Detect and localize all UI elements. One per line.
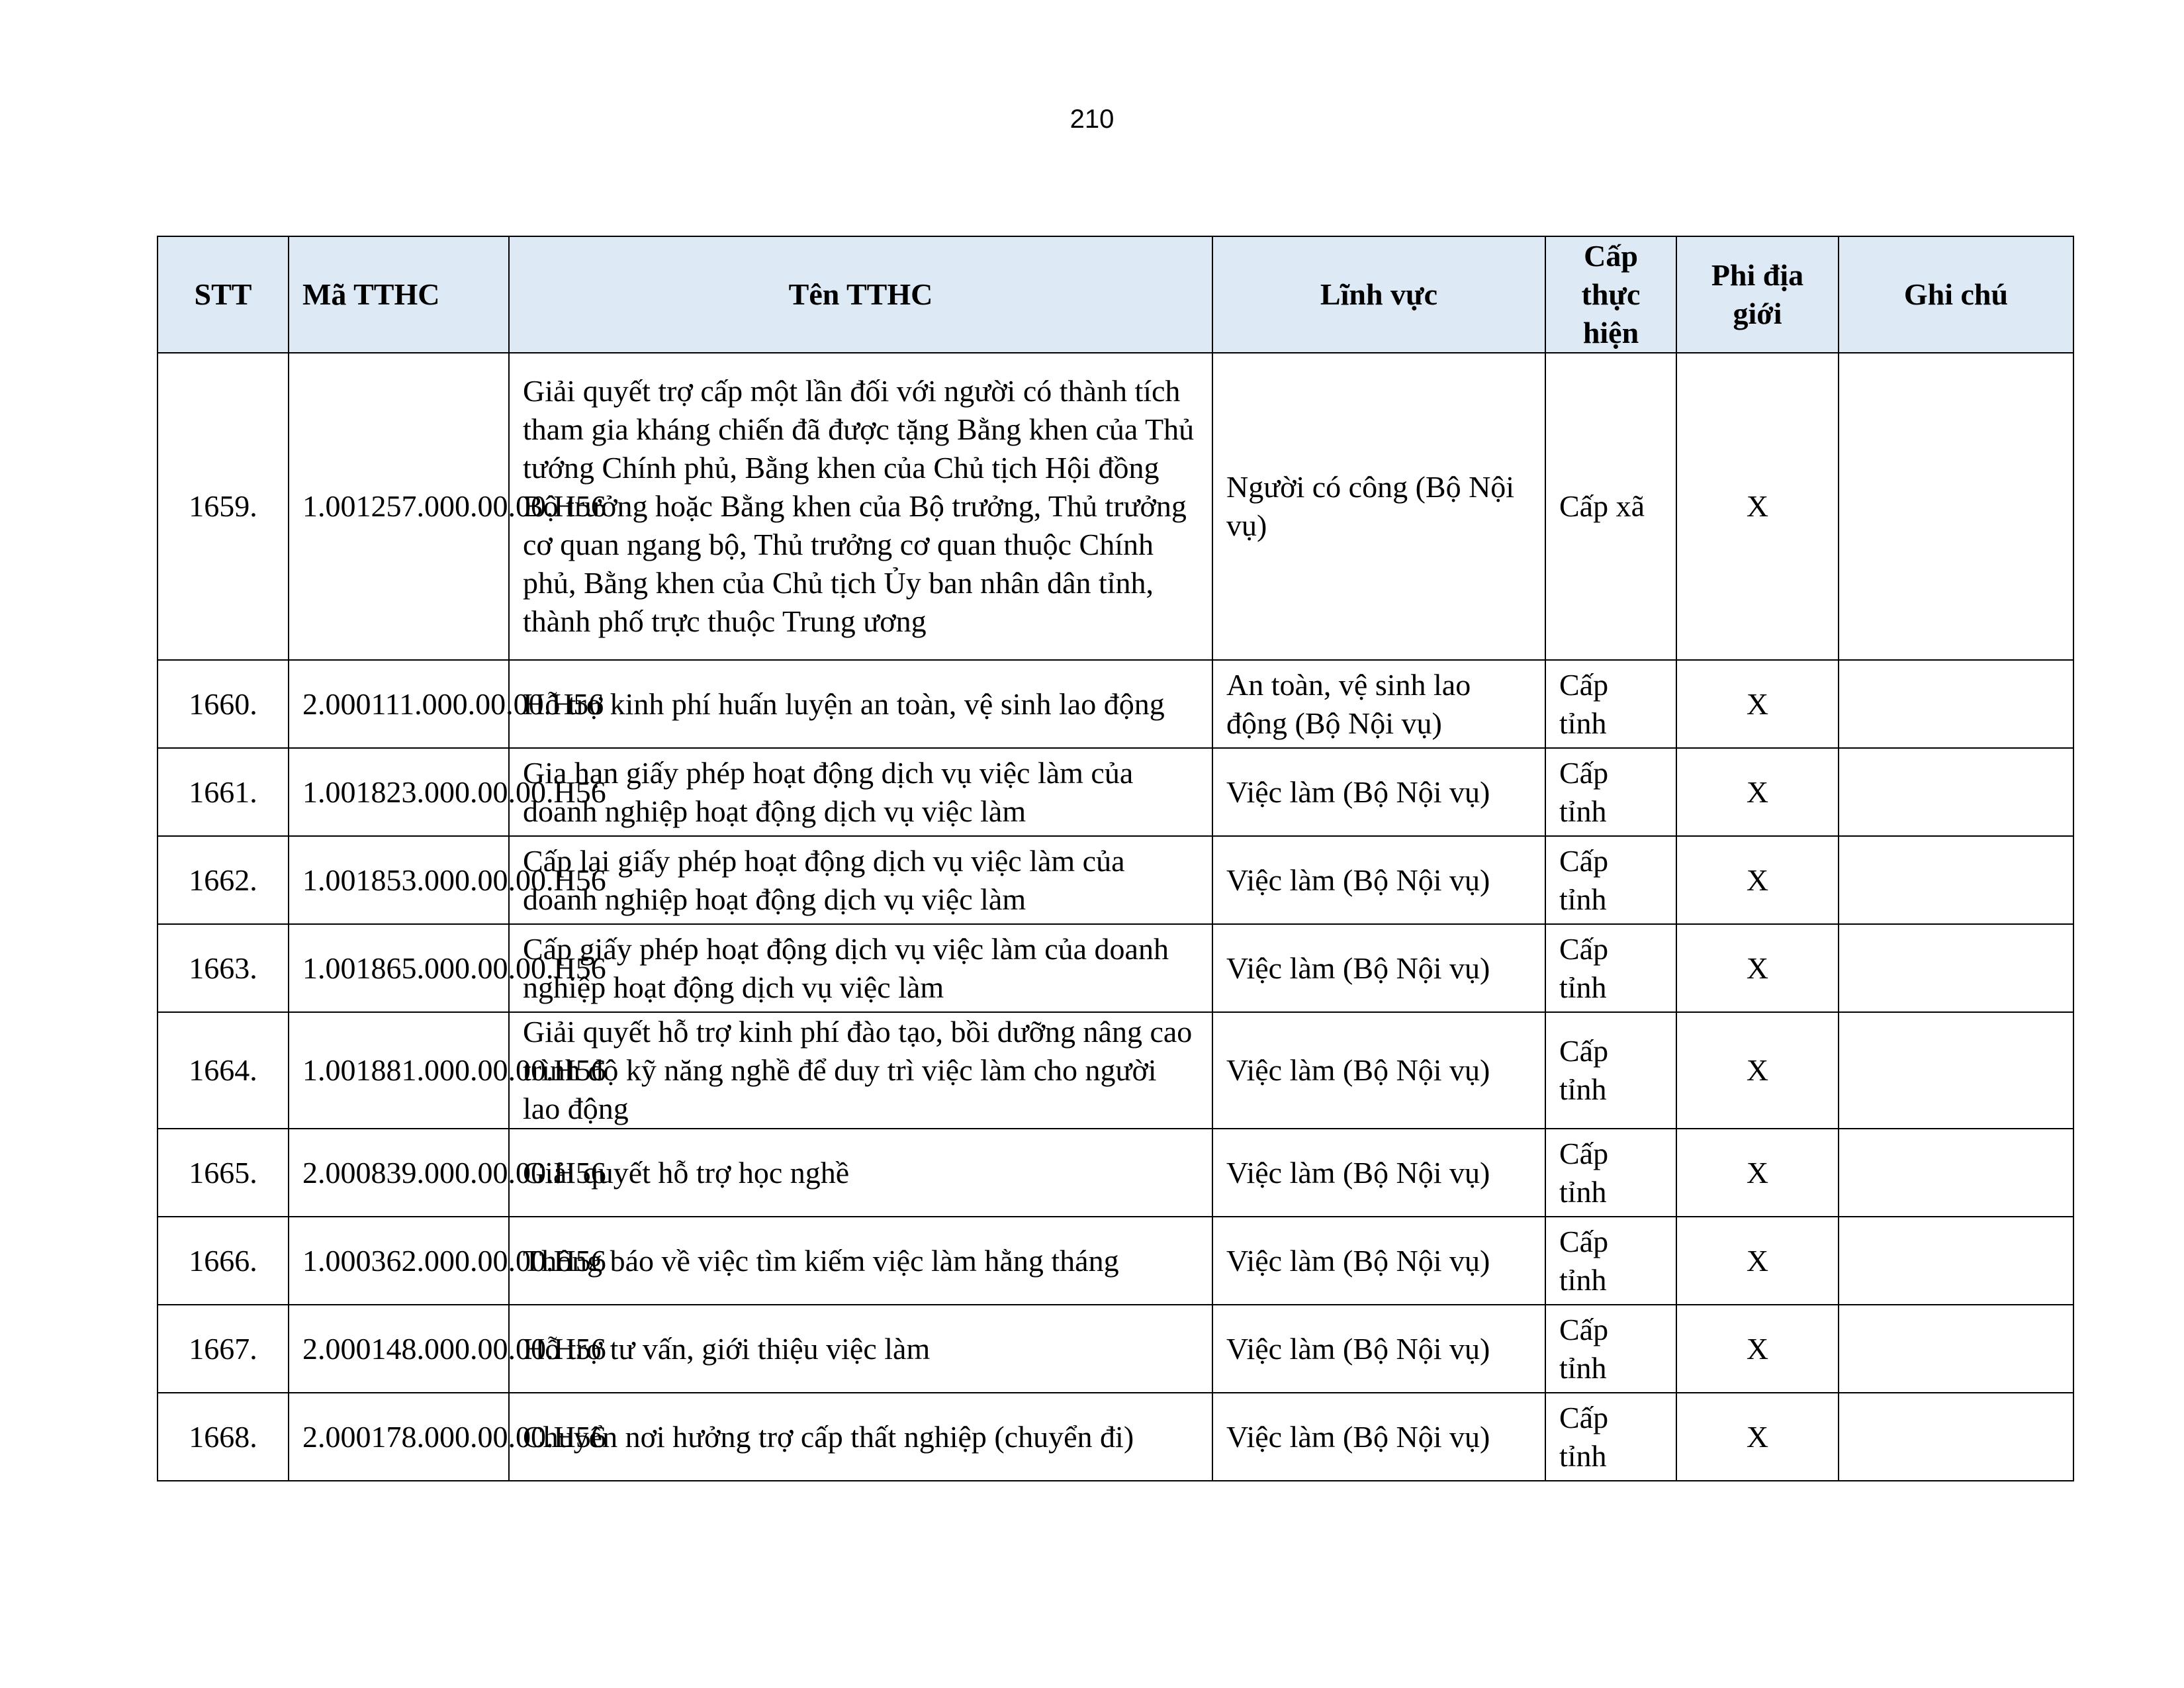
header-name: Tên TTHC <box>509 236 1212 353</box>
cell-stt: 1660. <box>158 660 289 748</box>
cell-cross-boundary: X <box>1676 1217 1839 1305</box>
cell-name: Hỗ trợ tư vấn, giới thiệu việc làm <box>509 1305 1212 1393</box>
table-row <box>158 1012 2073 1129</box>
cell-stt: 1662. <box>158 836 289 924</box>
cell-cross-boundary: X <box>1676 1305 1839 1393</box>
cell-level: Cấp tỉnh <box>1545 1217 1676 1305</box>
cell-level: Cấp tỉnh <box>1545 1129 1676 1217</box>
header-note: Ghi chú <box>1839 236 2073 353</box>
header-field: Lĩnh vực <box>1212 236 1545 353</box>
cell-cross-boundary: X <box>1676 748 1839 836</box>
page-number: 210 <box>1069 105 1115 134</box>
cell-stt: 1659. <box>158 353 289 660</box>
cell-note <box>1839 1012 2073 1129</box>
cell-level: Cấp xã <box>1545 353 1676 660</box>
cell-level: Cấp tỉnh <box>1545 1305 1676 1393</box>
cell-field: An toàn, vệ sinh lao động (Bộ Nội vụ) <box>1212 660 1545 748</box>
cell-stt: 1663. <box>158 924 289 1012</box>
cell-note <box>1839 353 2073 660</box>
cell-name: Cấp lại giấy phép hoạt động dịch vụ việc làm của doanh nghiệp hoạt động dịch vụ việc làm <box>509 836 1212 924</box>
cell-cross-boundary: X <box>1676 1393 1839 1481</box>
table-row <box>158 660 2073 748</box>
cell-cross-boundary: X <box>1676 836 1839 924</box>
cell-stt: 1661. <box>158 748 289 836</box>
cell-level: Cấp tỉnh <box>1545 924 1676 1012</box>
cell-stt: 1668. <box>158 1393 289 1481</box>
cell-note <box>1839 748 2073 836</box>
cell-code: 1.001853.000.00.00.H56 <box>289 836 509 924</box>
cell-field: Việc làm (Bộ Nội vụ) <box>1212 748 1545 836</box>
cell-field: Việc làm (Bộ Nội vụ) <box>1212 924 1545 1012</box>
cell-name: Chuyển nơi hưởng trợ cấp thất nghiệp (chuyển đi) <box>509 1393 1212 1481</box>
cell-level: Cấp tỉnh <box>1545 748 1676 836</box>
cell-cross-boundary: X <box>1676 660 1839 748</box>
header-stt: STT <box>158 236 289 353</box>
header-cross-boundary: Phi địa giới <box>1676 236 1839 353</box>
cell-code: 1.001823.000.00.00.H56 <box>289 748 509 836</box>
cell-field: Việc làm (Bộ Nội vụ) <box>1212 1305 1545 1393</box>
cell-stt: 1667. <box>158 1305 289 1393</box>
cell-field: Việc làm (Bộ Nội vụ) <box>1212 836 1545 924</box>
cell-cross-boundary: X <box>1676 353 1839 660</box>
cell-code: 1.001865.000.00.00.H56 <box>289 924 509 1012</box>
cell-field: Việc làm (Bộ Nội vụ) <box>1212 1012 1545 1129</box>
cell-name: Giải quyết hỗ trợ kinh phí đào tạo, bồi dưỡng nâng cao trình độ kỹ năng nghề để duy trì việc làm cho người lao động <box>509 1012 1212 1129</box>
cell-field: Việc làm (Bộ Nội vụ) <box>1212 1217 1545 1305</box>
cell-name: Cấp giấy phép hoạt động dịch vụ việc làm của doanh nghiệp hoạt động dịch vụ việc làm <box>509 924 1212 1012</box>
cell-cross-boundary: X <box>1676 1012 1839 1129</box>
cell-stt: 1665. <box>158 1129 289 1217</box>
cell-field: Việc làm (Bộ Nội vụ) <box>1212 1393 1545 1481</box>
cell-code: 1.000362.000.00.00.H56 <box>289 1217 509 1305</box>
procedures-table <box>157 236 2074 1481</box>
cell-note <box>1839 924 2073 1012</box>
cell-name: Giải quyết hỗ trợ học nghề <box>509 1129 1212 1217</box>
header-level: Cấp thực hiện <box>1545 236 1676 353</box>
cell-code: 2.000839.000.00.00.H56 <box>289 1129 509 1217</box>
cell-cross-boundary: X <box>1676 1129 1839 1217</box>
cell-field: Người có công (Bộ Nội vụ) <box>1212 353 1545 660</box>
cell-name: Thông báo về việc tìm kiếm việc làm hằng tháng <box>509 1217 1212 1305</box>
cell-field: Việc làm (Bộ Nội vụ) <box>1212 1129 1545 1217</box>
table-header-row <box>158 236 2073 353</box>
cell-level: Cấp tỉnh <box>1545 1393 1676 1481</box>
cell-name: Hỗ trợ kinh phí huấn luyện an toàn, vệ sinh lao động <box>509 660 1212 748</box>
cell-note <box>1839 660 2073 748</box>
table-row <box>158 1217 2073 1305</box>
table-row <box>158 924 2073 1012</box>
cell-note <box>1839 1393 2073 1481</box>
cell-note <box>1839 1129 2073 1217</box>
table-row <box>158 1129 2073 1217</box>
cell-stt: 1666. <box>158 1217 289 1305</box>
table-row <box>158 836 2073 924</box>
cell-name: Giải quyết trợ cấp một lần đối với người có thành tích tham gia kháng chiến đã được tặng Bằng khen của Thủ tướng Chính phủ, Bằng khen của Chủ tịch Hội đồng Bộ trưởng hoặc Bằng khen của Bộ trưởng, Thủ trưởng cơ quan ngang bộ, Thủ trưởng cơ quan thuộc Chính phủ, Bằng khen của Chủ tịch Ủy ban nhân dân tỉnh, thành phố trực thuộc Trung ương <box>509 353 1212 660</box>
table-row <box>158 1393 2073 1481</box>
cell-code: 1.001257.000.00.00.H56 <box>289 353 509 660</box>
cell-note <box>1839 1305 2073 1393</box>
cell-level: Cấp tỉnh <box>1545 1012 1676 1129</box>
table-row <box>158 748 2073 836</box>
cell-name: Gia hạn giấy phép hoạt động dịch vụ việc làm của doanh nghiệp hoạt động dịch vụ việc làm <box>509 748 1212 836</box>
cell-code: 1.001881.000.00.00.H56 <box>289 1012 509 1129</box>
cell-code: 2.000148.000.00.00.H56 <box>289 1305 509 1393</box>
cell-code: 2.000111.000.00.00.H56 <box>289 660 509 748</box>
cell-code: 2.000178.000.00.00.H56 <box>289 1393 509 1481</box>
table-row <box>158 353 2073 660</box>
header-code: Mã TTHC <box>289 236 509 353</box>
table-row <box>158 1305 2073 1393</box>
cell-cross-boundary: X <box>1676 924 1839 1012</box>
cell-note <box>1839 1217 2073 1305</box>
cell-level: Cấp tỉnh <box>1545 660 1676 748</box>
cell-level: Cấp tỉnh <box>1545 836 1676 924</box>
cell-note <box>1839 836 2073 924</box>
cell-stt: 1664. <box>158 1012 289 1129</box>
